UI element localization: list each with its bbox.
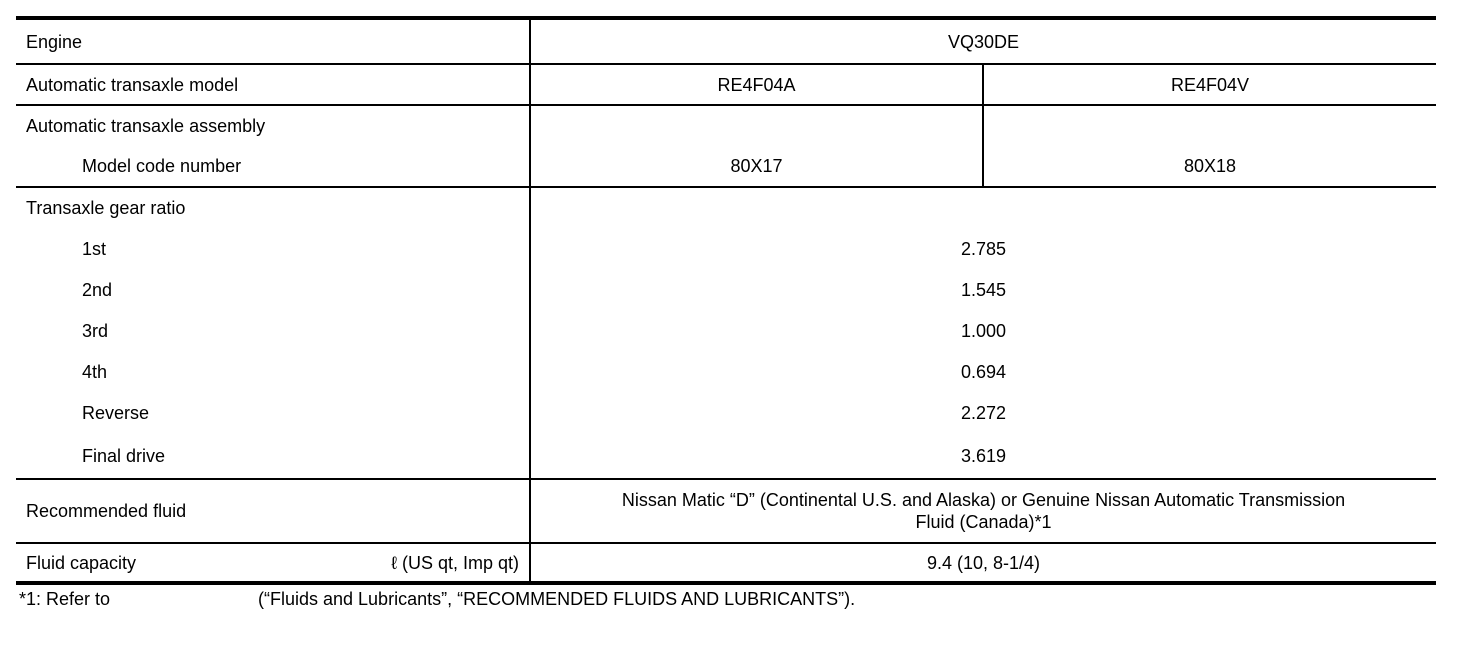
assembly-a [530,105,983,146]
gear-value: 1.000 [960,320,1007,341]
footnote [16,587,1436,611]
gear-value: 3.619 [530,433,1436,479]
model-code-label: Model code number [16,146,530,187]
gear-label: Reverse [16,392,530,433]
fluid-capacity-value: 9.4 (10, 8-1/4) [926,552,1041,573]
footnote-text: (“Fluids and Lubricants”, “RECOMMENDED FLUIDS AND LUBRICANTS”). [258,589,856,609]
transaxle-model-label: Automatic transaxle model [16,64,530,105]
row-fluid-capacity [16,543,1436,583]
row-gear-2nd [16,269,1436,310]
gear-label: Final drive [16,433,530,479]
gear-value: 2.785 [960,238,1007,259]
gear-value: 1.545 [960,279,1007,300]
gear-ratio-label: Transaxle gear ratio [16,187,530,228]
recommended-fluid-label: Recommended fluid [16,479,530,543]
gear-value: 2.272 [960,402,1007,423]
fluid-capacity-label-group [26,552,519,574]
fluid-capacity-label: Fluid capacity [26,552,137,573]
gear-label: 2nd [16,269,530,310]
transaxle-model-b: RE4F04V [983,64,1436,105]
gear-label: 3rd [16,310,530,351]
row-gear-reverse [16,392,1436,433]
assembly-label: Automatic transaxle assembly [16,105,530,146]
row-gear-ratio [16,187,1436,228]
row-gear-final-drive [16,433,1436,479]
fluid-capacity-cell [16,543,530,583]
engine-value: VQ30DE [530,18,1436,64]
recommended-fluid-value [530,479,1436,543]
model-code-a: 80X17 [530,146,983,187]
row-assembly [16,105,1436,146]
recommended-fluid-line2: Fluid (Canada)*1 [915,512,1052,532]
gear-label: 4th [16,351,530,392]
row-model-code [16,146,1436,187]
row-recommended-fluid [16,479,1436,543]
recommended-fluid-line1: Nissan Matic “D” (Continental U.S. and Alaska) or Genuine Nissan Automatic Transmission [621,490,1346,510]
model-code-b: 80X18 [983,146,1436,187]
row-engine [16,18,1436,64]
row-gear-3rd [16,310,1436,351]
engine-label: Engine [16,18,530,64]
fluid-capacity-unit: ℓ (US qt, Imp qt) [391,552,519,573]
assembly-b [983,105,1436,146]
gear-label: 1st [16,228,530,269]
gear-ratio-blank [530,187,1436,228]
row-gear-1st [16,228,1436,269]
footnote-marker: *1: Refer to [19,589,111,609]
spec-table [16,16,1436,585]
row-transaxle-model [16,64,1436,105]
gear-value: 0.694 [960,361,1007,382]
spec-sheet [16,16,1436,611]
transaxle-model-a: RE4F04A [530,64,983,105]
row-gear-4th [16,351,1436,392]
